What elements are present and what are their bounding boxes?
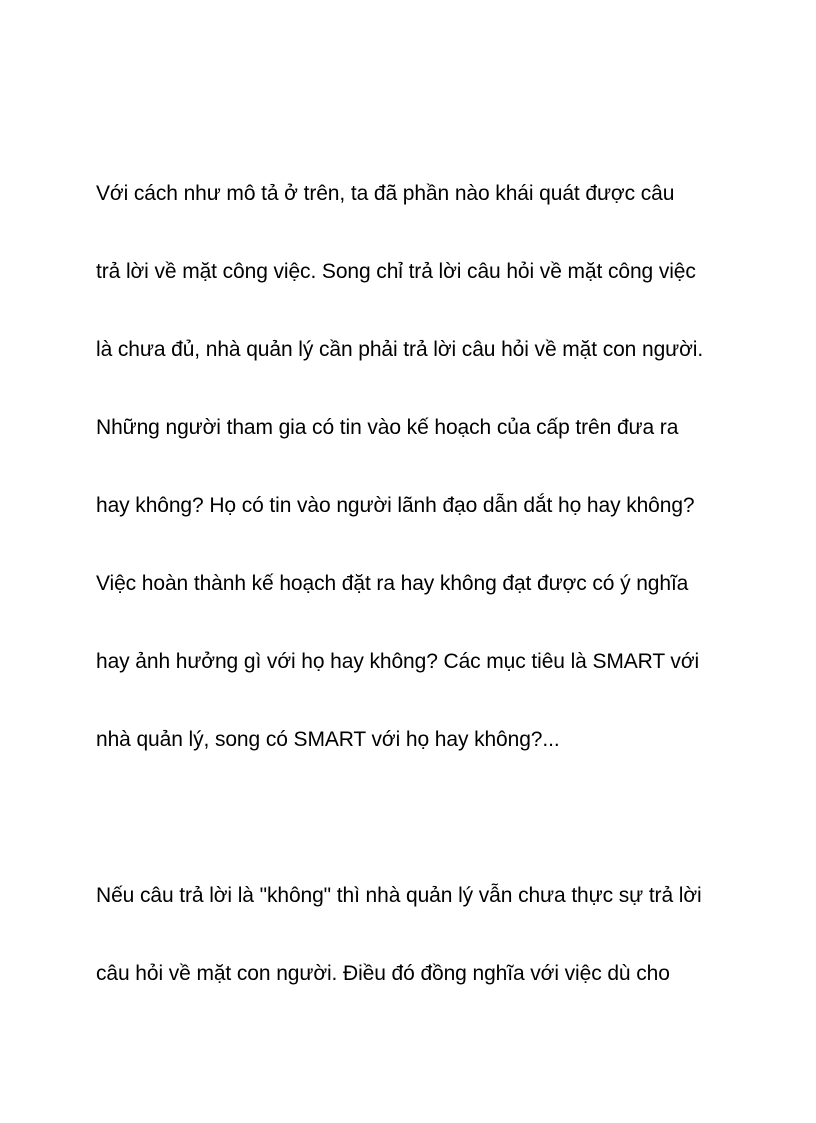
paragraph-line: hay không? Họ có tin vào người lãnh đạo dẫn dắt họ hay không? [96, 494, 695, 517]
paragraph-line: nhà quản lý, song có SMART với họ hay không?... [96, 728, 560, 751]
paragraph-line: Những người tham gia có tin vào kế hoạch của cấp trên đưa ra [96, 416, 679, 439]
paragraph-line: là chưa đủ, nhà quản lý cần phải trả lời câu hỏi về mặt con người. [96, 338, 704, 361]
paragraph-line: câu hỏi về mặt con người. Điều đó đồng nghĩa với việc dù cho [96, 962, 670, 985]
paragraph-line: Nếu câu trả lời là "không" thì nhà quản lý vẫn chưa thực sự trả lời [96, 884, 702, 907]
paragraph-line: trả lời về mặt công việc. Song chỉ trả lời câu hỏi về mặt công việc [96, 260, 696, 283]
paragraph-line: Với cách như mô tả ở trên, ta đã phần nào khái quát được câu [96, 182, 675, 205]
paragraph-line: hay ảnh hưởng gì với họ hay không? Các mục tiêu là SMART với [96, 650, 700, 673]
paragraph-line: Việc hoàn thành kế hoạch đặt ra hay không đạt được có ý nghĩa [96, 572, 689, 595]
